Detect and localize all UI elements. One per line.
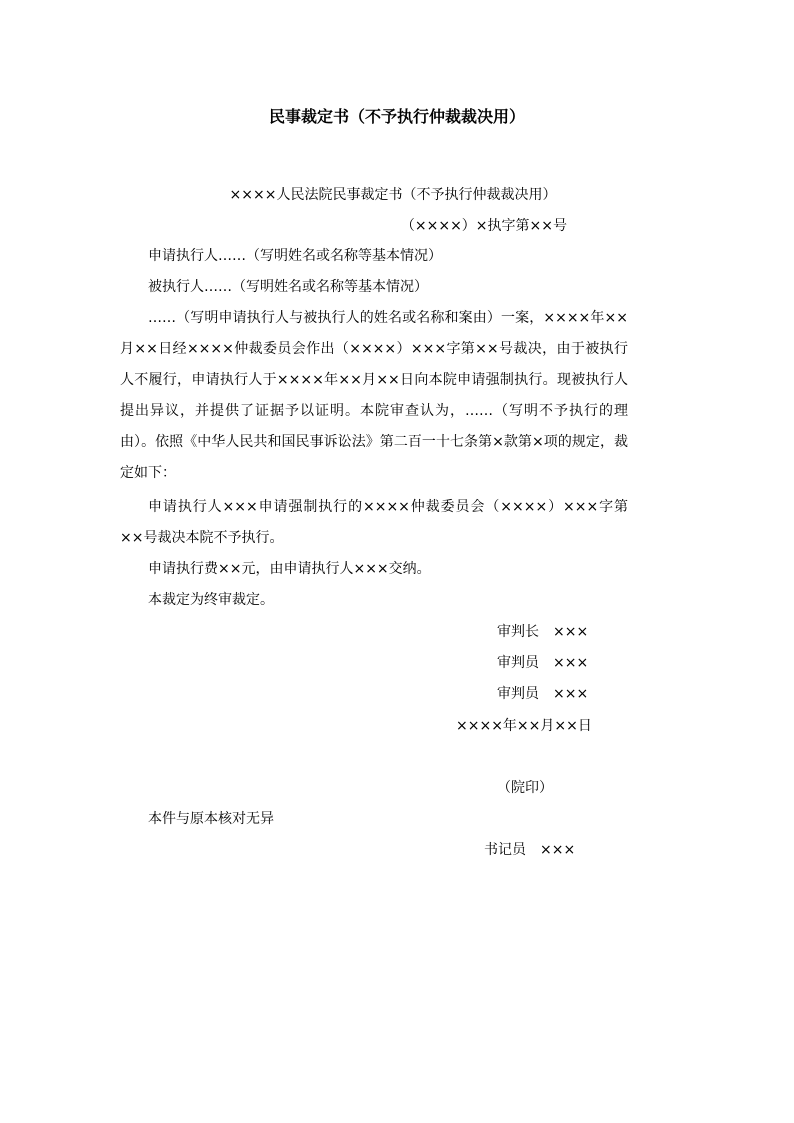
verification-note: 本件与原本核对无异 bbox=[148, 811, 274, 827]
signature-role: 审判员 bbox=[497, 655, 539, 671]
signature-presiding-judge bbox=[497, 622, 588, 642]
signature-name: ××× bbox=[553, 686, 589, 702]
fee-paragraph: 申请执行费××元，由申请执行人×××交纳。 bbox=[148, 561, 431, 577]
court-header: ××××人民法院民事裁定书（不予执行仲裁裁决用） bbox=[229, 187, 557, 203]
final-paragraph: 本裁定为终审裁定。 bbox=[148, 592, 274, 608]
signature-role: 书记员 bbox=[484, 842, 526, 858]
signature-name: ××× bbox=[553, 655, 589, 671]
signature-name: ××× bbox=[553, 624, 589, 640]
applicant-line: 申请执行人……（写明姓名或名称等基本情况） bbox=[148, 248, 442, 264]
case-number: （××××）×执字第××号 bbox=[400, 218, 567, 234]
ruling-paragraph: 申请执行人×××申请强制执行的××××仲裁委员会（××××）×××字第××号裁决本院不予执行。 bbox=[120, 499, 628, 546]
signature-name: ××× bbox=[540, 842, 576, 858]
respondent-line: 被执行人……（写明姓名或名称等基本情况） bbox=[148, 279, 428, 295]
document-title: 民事裁定书（不予执行仲裁裁决用） bbox=[268, 107, 525, 126]
signature-judge-1 bbox=[497, 653, 588, 673]
body-paragraph: ……（写明申请执行人与被执行人的姓名或名称和案由）一案，××××年××月××日经××××仲裁委员会作出（××××）×××字第××号裁决，由于被执行人不履行，申请执行人于××××年××月××日向本院申请强制执行。现被执行人提出异议，并提供了证据予以证明。本院审查认为，……（写明不予执行的理由）。依照《中华人民共和国民事诉讼法》第二百一十七条第×款第×项的规定，裁定如下： bbox=[120, 310, 628, 481]
signature-judge-2 bbox=[497, 684, 588, 704]
court-seal: （院印） bbox=[497, 780, 553, 796]
signature-role: 审判长 bbox=[497, 624, 539, 640]
signature-clerk bbox=[484, 840, 575, 860]
signature-role: 审判员 bbox=[497, 686, 539, 702]
ruling-date: ××××年××月××日 bbox=[456, 718, 592, 734]
